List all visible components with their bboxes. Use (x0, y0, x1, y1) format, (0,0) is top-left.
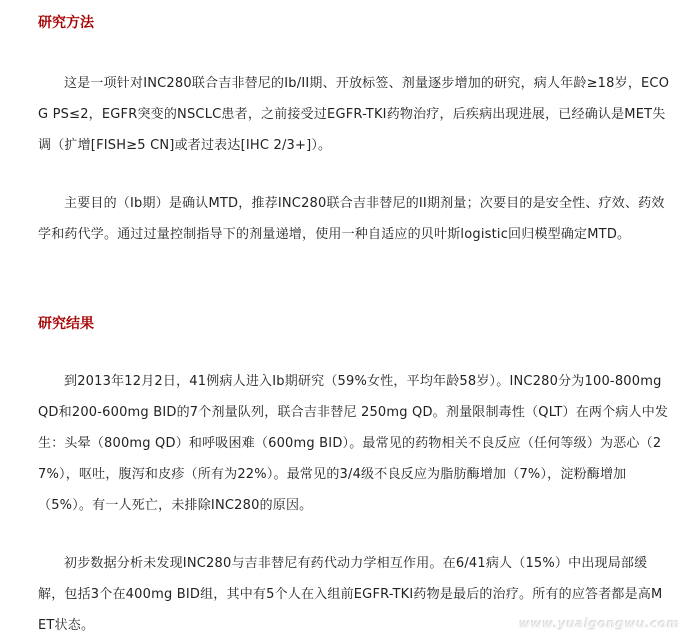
methods-paragraph-2: 主要目的（Ib期）是确认MTD，推荐INC280联合吉非替尼的II期剂量；次要目的是安全性、疗效、药效学和药代学。通过过量控制指导下的剂量递增，使用一种自适应的贝叶斯logistic回归模型确定MTD。 (38, 196, 665, 242)
results-paragraph-1: 到2013年12月2日，41例病人进入Ib期研究（59%女性，平均年龄58岁）。INC280分为100-800mg QD和200-600mg BID的7个剂量队列，联合吉非替尼 250mg QD。剂量限制毒性（QLT）在两个病人中发生：头晕（800mg QD）和呼吸困难（600mg BID）。最常见的药物相关不良反应（任何等级）为恶心（27%），呕吐，腹泻和皮疹（所有为22%）。最常见的3/4级不良反应为脂肪酶增加（7%），淀粉酶增加（5%）。有一人死亡，未排除INC280的原因。 (38, 374, 669, 513)
methods-paragraph-1: 这是一项针对INC280联合吉非替尼的Ib/II期、开放标签、剂量逐步增加的研究，病人年龄≥18岁，ECOG PS≤2，EGFR突变的NSCLC患者，之前接受过EGFR-TKI药物治疗，后疾病出现进展，已经确认是MET失调（扩增[FISH≥5 CN]或者过表达[IHC 2/3+]）。 (38, 76, 670, 153)
section-heading-results: 研究结果 (38, 316, 94, 332)
section-heading-methods: 研究方法 (38, 15, 94, 31)
results-paragraph-2: 初步数据分析未发现INC280与吉非替尼有药代动力学相互作用。在6/41病人（15%）中出现局部缓解，包括3个在400mg BID组，其中有5个人在入组前EGFR-TKI药物是最后的治疗。所有的应答者都是高MET状态。 (38, 556, 663, 633)
site-watermark: www.yuaigongwu.com (519, 617, 680, 631)
